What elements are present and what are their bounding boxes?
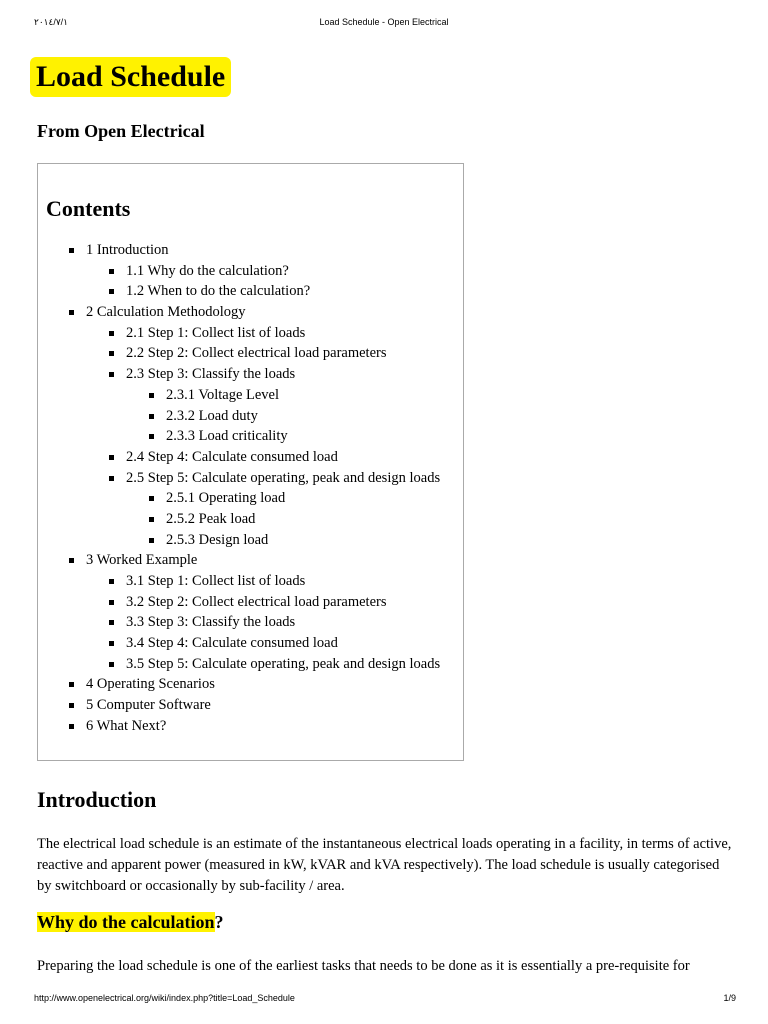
toc-item[interactable] <box>38 281 440 302</box>
square-bullet-icon <box>69 310 74 315</box>
square-bullet-icon <box>109 476 114 481</box>
toc-item-link[interactable]: 6 What Next? <box>86 717 167 734</box>
toc-item-link[interactable]: 2 Calculation Methodology <box>86 304 246 321</box>
why-heading-highlight: Why do the calculation <box>37 912 215 932</box>
square-bullet-icon <box>109 579 114 584</box>
toc-item-link[interactable]: 3 Worked Example <box>86 552 198 569</box>
square-bullet-icon <box>109 289 114 294</box>
toc-item[interactable] <box>38 302 440 323</box>
square-bullet-icon <box>149 434 154 439</box>
toc-item-link[interactable]: 5 Computer Software <box>86 697 211 714</box>
print-header <box>0 17 768 31</box>
page-subtitle: From Open Electrical <box>37 121 205 141</box>
toc-item-link[interactable]: 3.5 Step 5: Calculate operating, peak and design loads <box>126 655 441 672</box>
table-of-contents <box>37 163 464 761</box>
square-bullet-icon <box>109 269 114 274</box>
toc-item[interactable] <box>38 240 440 261</box>
toc-item[interactable] <box>38 695 440 716</box>
toc-item-link[interactable]: 2.5 Step 5: Calculate operating, peak and design loads <box>126 469 441 486</box>
toc-item-link[interactable]: 2.3.3 Load criticality <box>166 428 288 445</box>
section-heading-introduction: Introduction <box>37 787 157 812</box>
square-bullet-icon <box>109 620 114 625</box>
toc-item-link[interactable]: 2.3 Step 3: Classify the loads <box>126 366 296 383</box>
square-bullet-icon <box>109 641 114 646</box>
square-bullet-icon <box>109 372 114 377</box>
why-paragraph: Preparing the load schedule is one of the earliest tasks that needs to be done as it is essentially a pre-requisite for <box>37 958 690 974</box>
square-bullet-icon <box>149 414 154 419</box>
square-bullet-icon <box>109 455 114 460</box>
toc-item[interactable] <box>38 426 440 447</box>
toc-item-link[interactable]: 3.4 Step 4: Calculate consumed load <box>126 635 338 652</box>
section-heading-why <box>37 910 224 934</box>
toc-item[interactable] <box>38 612 440 633</box>
toc-item-link[interactable]: 2.5.1 Operating load <box>166 490 286 507</box>
toc-item-link[interactable]: 2.5.3 Design load <box>166 531 269 548</box>
toc-item-link[interactable]: 1 Introduction <box>86 242 169 258</box>
square-bullet-icon <box>69 248 74 253</box>
toc-item[interactable] <box>38 633 440 654</box>
square-bullet-icon <box>149 496 154 501</box>
toc-heading: Contents <box>46 196 131 221</box>
toc-item-link[interactable]: 2.5.2 Peak load <box>166 510 256 527</box>
square-bullet-icon <box>69 558 74 563</box>
toc-item[interactable] <box>38 364 440 385</box>
toc-item[interactable] <box>38 530 440 551</box>
toc-item-link[interactable]: 3.1 Step 1: Collect list of loads <box>126 573 306 589</box>
square-bullet-icon <box>69 724 74 729</box>
toc-item[interactable] <box>38 674 440 695</box>
square-bullet-icon <box>109 351 114 356</box>
toc-item[interactable] <box>38 406 440 427</box>
print-page-title: Load Schedule - Open Electrical <box>319 17 449 27</box>
toc-item[interactable] <box>38 716 440 737</box>
toc-list <box>38 240 440 737</box>
toc-item-link[interactable]: 2.3.2 Load duty <box>166 407 258 424</box>
toc-item[interactable] <box>38 654 440 675</box>
square-bullet-icon <box>149 517 154 522</box>
square-bullet-icon <box>69 703 74 708</box>
toc-item-link[interactable]: 3.3 Step 3: Classify the loads <box>126 614 296 631</box>
print-url: http://www.openelectrical.org/wiki/index.php?title=Load_Schedule <box>34 993 295 1003</box>
toc-item[interactable] <box>38 509 440 530</box>
square-bullet-icon <box>149 393 154 398</box>
toc-item-link[interactable]: 2.4 Step 4: Calculate consumed load <box>126 448 338 465</box>
square-bullet-icon <box>109 600 114 605</box>
toc-item-link[interactable]: 1.1 Why do the calculation? <box>126 262 289 279</box>
square-bullet-icon <box>109 662 114 667</box>
toc-item[interactable] <box>38 385 440 406</box>
toc-item-link[interactable]: 2.1 Step 1: Collect list of loads <box>126 324 306 341</box>
toc-item[interactable] <box>38 468 440 489</box>
print-footer <box>0 993 768 1007</box>
why-heading-suffix: ? <box>214 912 224 932</box>
toc-item[interactable] <box>38 550 440 571</box>
toc-item[interactable] <box>38 488 440 509</box>
toc-item-link[interactable]: 4 Operating Scenarios <box>86 676 215 693</box>
square-bullet-icon <box>149 538 154 543</box>
introduction-paragraph: The electrical load schedule is an estimate of the instantaneous electrical loads operating in a facility, in terms of active, reactive and apparent power (measured in kW, kVAR and kVA respectively). The load schedule is usually categorised by switchboard or occasionally by sub-facility / area. <box>37 836 732 894</box>
toc-item-link[interactable]: 3.2 Step 2: Collect electrical load parameters <box>126 593 387 610</box>
toc-item[interactable] <box>38 592 440 613</box>
toc-item[interactable] <box>38 343 440 364</box>
square-bullet-icon <box>69 682 74 687</box>
print-date: ٢٠١٤/٧/١ <box>34 17 69 27</box>
toc-item[interactable] <box>38 571 440 592</box>
toc-item[interactable] <box>38 323 440 344</box>
page-number: 1/9 <box>723 993 736 1003</box>
toc-item-link[interactable]: 2.3.1 Voltage Level <box>166 386 280 403</box>
toc-item-link[interactable]: 2.2 Step 2: Collect electrical load parameters <box>126 345 387 362</box>
toc-item[interactable] <box>38 261 440 282</box>
toc-item[interactable] <box>38 447 440 468</box>
page-title: Load Schedule <box>30 57 231 97</box>
toc-item-link[interactable]: 1.2 When to do the calculation? <box>126 283 311 300</box>
square-bullet-icon <box>109 331 114 336</box>
